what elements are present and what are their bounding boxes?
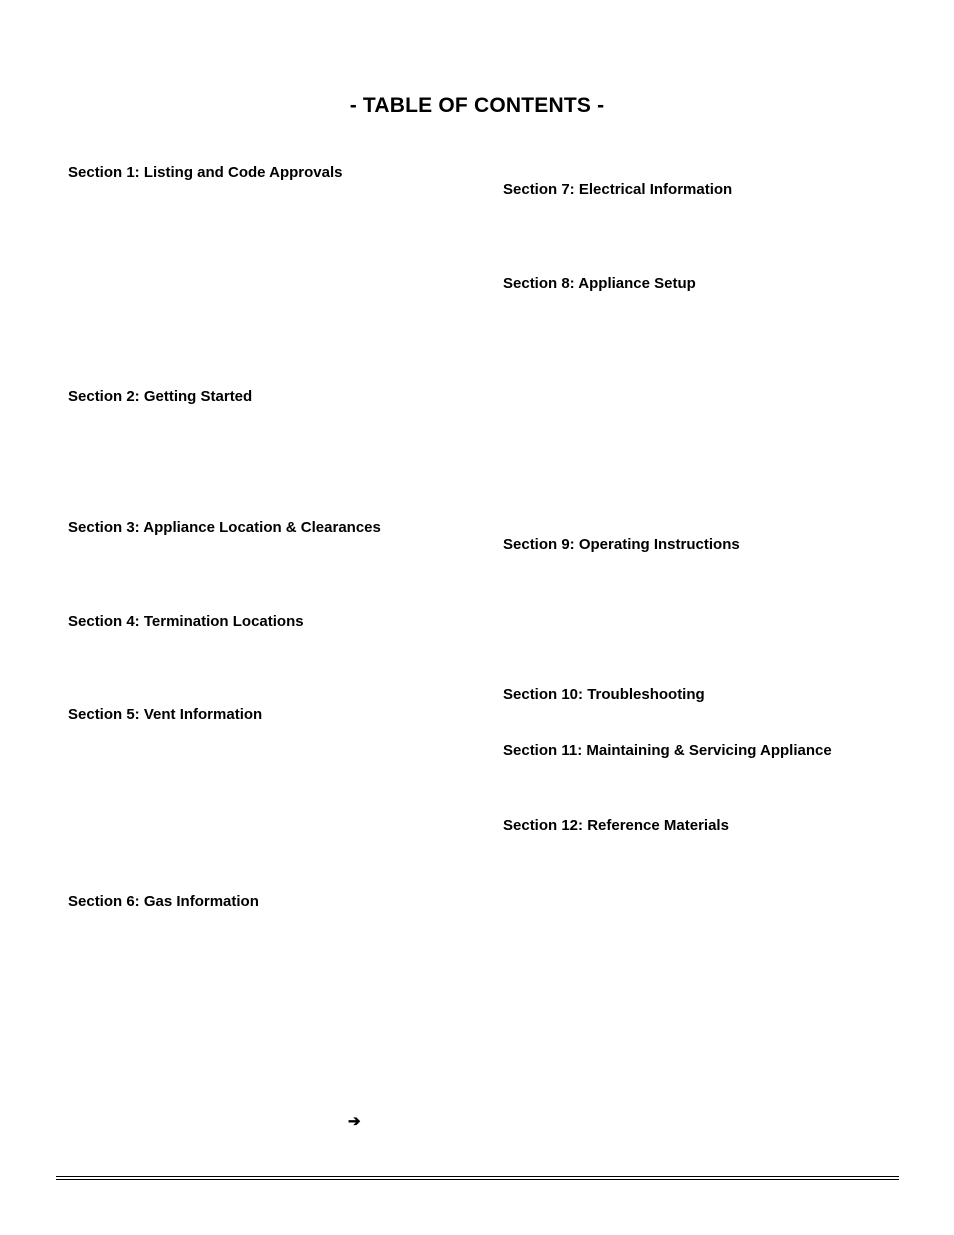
page-title: - TABLE OF CONTENTS -: [349, 94, 605, 117]
section-2-heading: Section 2: Getting Started: [68, 388, 253, 405]
section-12-heading: Section 12: Reference Materials: [503, 817, 729, 834]
section-7-heading: Section 7: Electrical Information: [503, 181, 733, 198]
footer-rule-bottom: [56, 1179, 899, 1180]
arrow-right-icon: ➔: [348, 1113, 361, 1130]
section-10-heading: Section 10: Troubleshooting: [503, 686, 705, 703]
section-11-heading: Section 11: Maintaining & Servicing Appliance: [503, 742, 832, 759]
section-8-heading: Section 8: Appliance Setup: [503, 275, 696, 292]
section-9-heading: Section 9: Operating Instructions: [503, 536, 740, 553]
section-6-heading: Section 6: Gas Information: [68, 893, 259, 910]
section-4-heading: Section 4: Termination Locations: [68, 613, 304, 630]
footer-rule-top: [56, 1176, 899, 1177]
section-1-heading: Section 1: Listing and Code Approvals: [68, 164, 343, 181]
section-5-heading: Section 5: Vent Information: [68, 706, 263, 723]
section-3-heading: Section 3: Appliance Location & Clearances: [68, 519, 381, 536]
